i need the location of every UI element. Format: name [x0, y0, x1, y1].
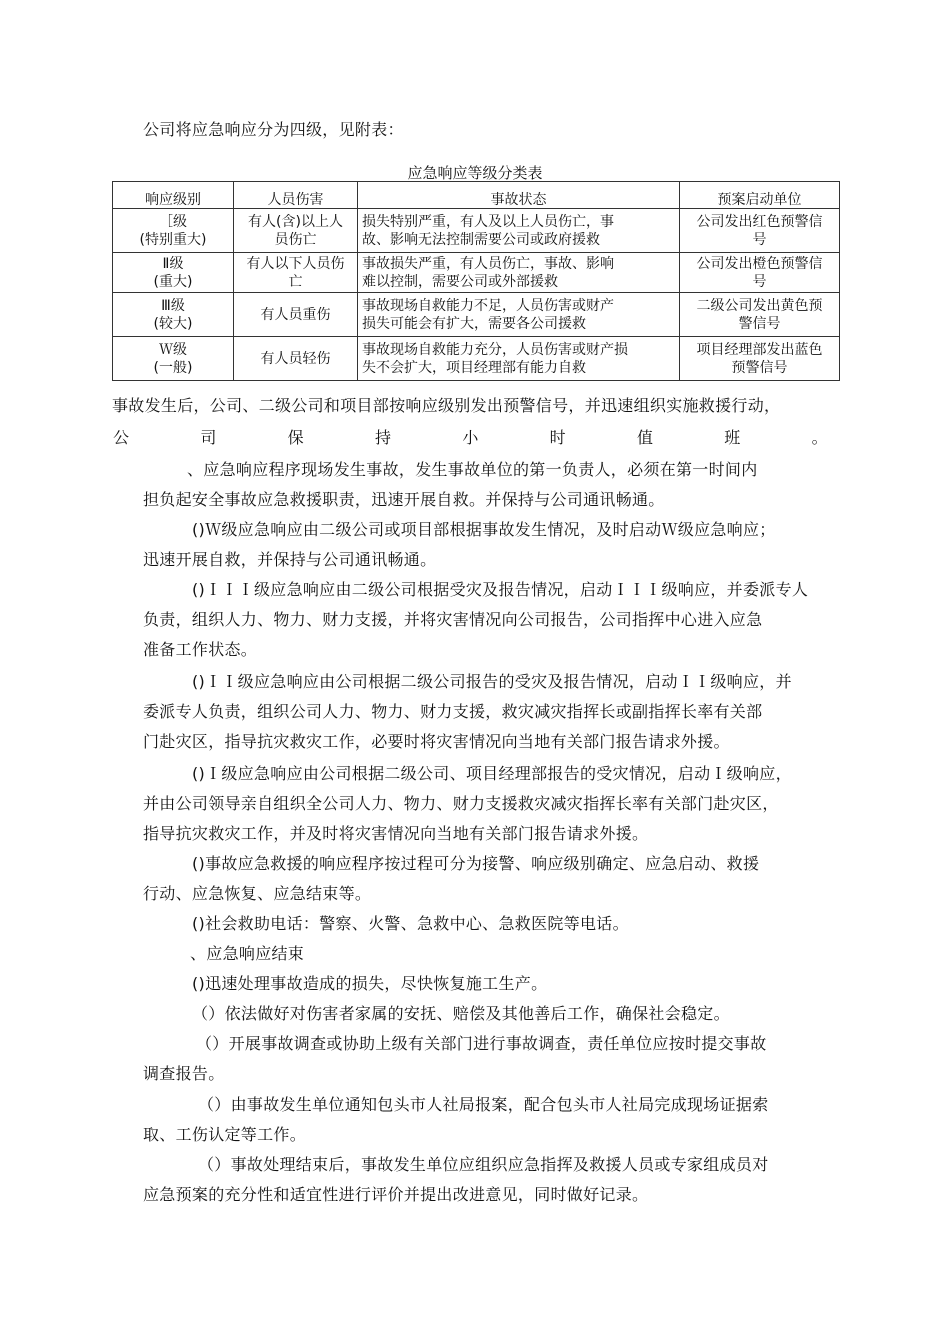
state-cell: 损失特别严重，有人及以上人员伤亡，事 故、影响无法控制需要公司或政府援救 — [358, 209, 680, 253]
paragraph-line: 取、工伤认定等工作。 — [143, 1125, 307, 1144]
section-heading: 、应急响应结束 — [190, 944, 305, 963]
unit-cell: 二级公司发出黄色预 警信号 — [680, 293, 840, 337]
state-cell: 事故损失严重，有人员伤亡，事故、影响 难以控制，需要公司或外部援救 — [358, 253, 680, 293]
intro-line: 公司将应急响应分为四级，见附表： — [143, 120, 404, 139]
paragraph-line: 准备工作状态。 — [143, 640, 258, 659]
injury-cell: 有人(含)以上人 员伤亡 — [234, 209, 358, 253]
table-row — [113, 337, 840, 381]
paragraph-line: ()ＩＩＩ级应急响应由二级公司根据受灾及报告情况，启动ＩＩＩ级响应，并委派专人 — [192, 580, 809, 599]
paragraph-line: ()社会救助电话：警察、火警、急救中心、急救医院等电话。 — [192, 914, 629, 933]
paragraph-line: 负责，组织人力、物力、财力支援，并将灾害情况向公司报告，公司指挥中心进入应急 — [143, 610, 763, 629]
injury-cell: 有人以下人员伤 亡 — [234, 253, 358, 293]
injury-cell: 有人员重伤 — [234, 293, 358, 337]
paragraph-line-spread: 公 司 保 持 小 时 值 班 。 — [113, 428, 828, 447]
paragraph-line: （）开展事故调查或协助上级有关部门进行事故调查，责任单位应按时提交事故 — [196, 1034, 767, 1053]
paragraph-line: （）事故处理结束后，事故发生单位应组织应急指挥及救援人员或专家组成员对 — [198, 1155, 769, 1174]
header-cell: 事故状态 — [358, 182, 680, 209]
header-cell: 响应级别 — [113, 182, 234, 209]
level-cell: Ⅲ级 (较大) — [113, 293, 234, 337]
paragraph-line: 行动、应急恢复、应急结束等。 — [143, 884, 372, 903]
unit-cell: 项目经理部发出蓝色 预警信号 — [680, 337, 840, 381]
table-row — [113, 253, 840, 293]
paragraph-line: ()Ｗ级应急响应由二级公司或项目部根据事故发生情况，及时启动Ｗ级应急响应； — [192, 520, 776, 539]
paragraph-line: 迅速开展自救，并保持与公司通讯畅通。 — [143, 550, 437, 569]
paragraph-line: ()Ｉ级应急响应由公司根据二级公司、项目经理部报告的受灾情况，启动Ｉ级响应， — [192, 764, 792, 783]
level-cell: Ｗ级 (一般) — [113, 337, 234, 381]
paragraph-line: 调查报告。 — [143, 1064, 225, 1083]
paragraph-line: 门赴灾区，指导抗灾救灾工作，必要时将灾害情况向当地有关部门报告请求外援。 — [143, 732, 730, 751]
paragraph-line: （）依法做好对伤害者家属的安抚、赔偿及其他善后工作，确保社会稳定。 — [192, 1004, 730, 1023]
injury-cell: 有人员轻伤 — [234, 337, 358, 381]
state-cell: 事故现场自救能力充分，人员伤害或财产损 失不会扩大，项目经理部有能力自救 — [358, 337, 680, 381]
table-row — [113, 209, 840, 253]
table-header-row — [113, 182, 840, 209]
paragraph-line: （）由事故发生单位通知包头市人社局报案，配合包头市人社局完成现场证据索 — [198, 1095, 769, 1114]
level-cell: ［级 (特别重大) — [113, 209, 234, 253]
table-row — [113, 293, 840, 337]
state-cell: 事故现场自救能力不足，人员伤害或财产 损失可能会有扩大，需要各公司援救 — [358, 293, 680, 337]
paragraph-line: 担负起安全事故应急救援职责，迅速开展自救。并保持与公司通讯畅通。 — [143, 490, 665, 509]
paragraph-line: 、应急响应程序现场发生事故，发生事故单位的第一负责人，必须在第一时间内 — [187, 460, 758, 479]
response-level-table — [112, 181, 840, 381]
unit-cell: 公司发出橙色预警信 号 — [680, 253, 840, 293]
table-title: 应急响应等级分类表 — [407, 164, 543, 182]
paragraph-line: 指导抗灾救灾工作，并及时将灾害情况向当地有关部门报告请求外援。 — [143, 824, 649, 843]
paragraph-line: 并由公司领导亲自组织全公司人力、物力、财力支援救灾减灾指挥长率有关部门赴灾区， — [143, 794, 779, 813]
paragraph-line: ()迅速处理事故造成的损失，尽快恢复施工生产。 — [192, 974, 548, 993]
paragraph-line: ()事故应急救援的响应程序按过程可分为接警、响应级别确定、应急启动、救援 — [192, 854, 760, 873]
paragraph-line: ()ＩＩ级应急响应由公司根据二级公司报告的受灾及报告情况，启动ＩＩ级响应，并 — [192, 672, 792, 691]
level-cell: Ⅱ级 (重大) — [113, 253, 234, 293]
header-cell: 人员伤害 — [234, 182, 358, 209]
header-cell: 预案启动单位 — [680, 182, 840, 209]
paragraph-line: 应急预案的充分性和适宜性进行评价并提出改进意见，同时做好记录。 — [143, 1185, 649, 1204]
paragraph-line: 事故发生后，公司、二级公司和项目部按响应级别发出预警信号，并迅速组织实施救援行动， — [112, 396, 781, 415]
unit-cell: 公司发出红色预警信 号 — [680, 209, 840, 253]
paragraph-line: 委派专人负责，组织公司人力、物力、财力支援，救灾减灾指挥长或副指挥长率有关部 — [143, 702, 763, 721]
